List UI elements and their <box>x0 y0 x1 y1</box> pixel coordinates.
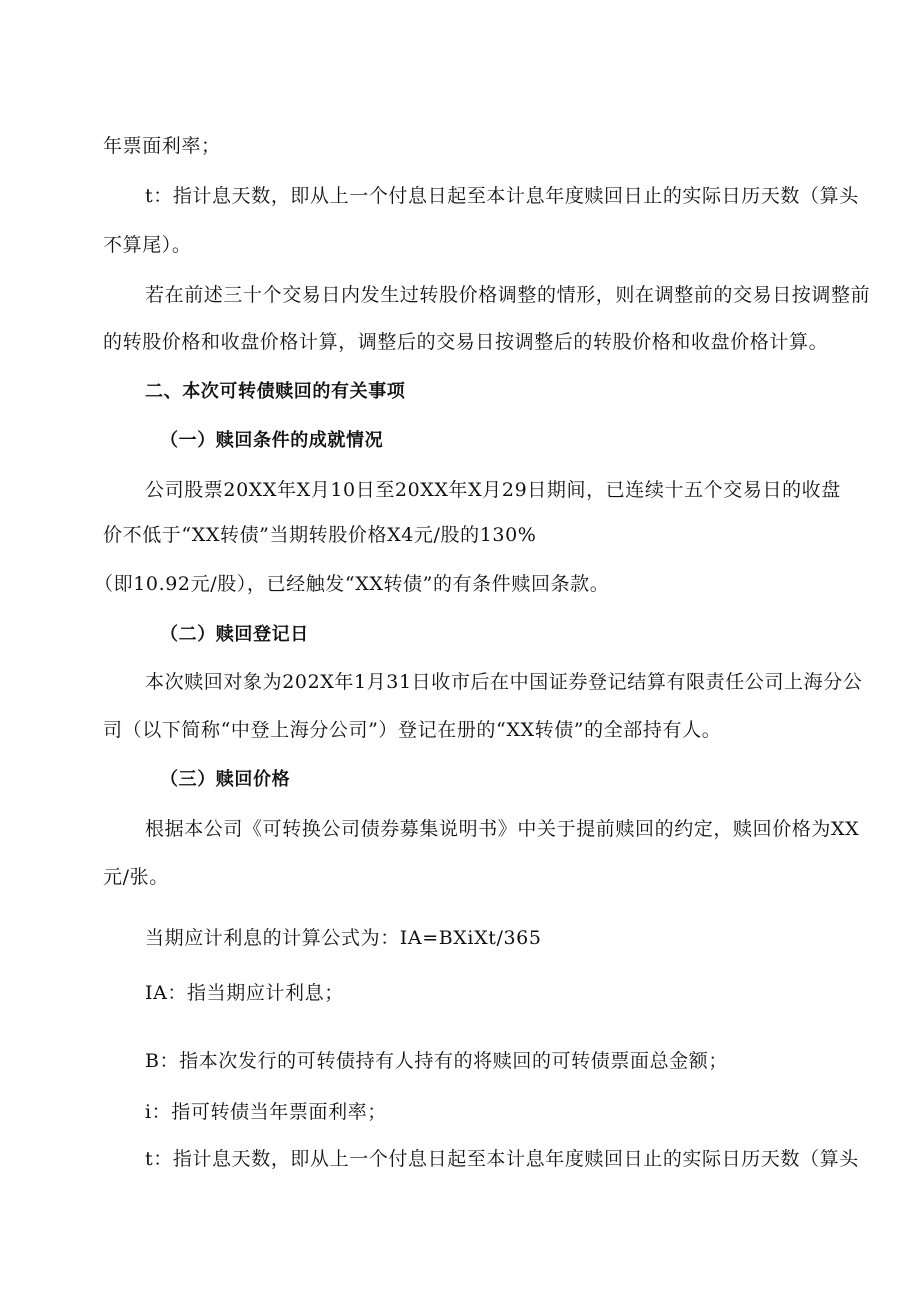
formula-line: 当期应计利息的计算公式为：IA=BXiXt/365 <box>145 927 542 949</box>
paragraph-line: 价不低于“XX转债”当期转股价格X4元/股的130% <box>103 524 537 546</box>
paragraph-line: 公司股票20XX年X月10日至20XX年X月29日期间，已连续十五个交易日的收盘 <box>145 479 841 501</box>
section-heading: 二、本次可转债赎回的有关事项 <box>145 381 406 402</box>
paragraph-line: t：指计息天数，即从上一个付息日起至本计息年度赎回日止的实际日历天数（算头 <box>145 185 859 207</box>
paragraph-line: 不算尾）。 <box>103 234 192 256</box>
paragraph-line: 本次赎回对象为202X年1月31日收市后在中国证券登记结算有限责任公司上海分公 <box>145 671 863 693</box>
subsection-heading: （三）赎回价格 <box>160 769 291 790</box>
paragraph-line: 根据本公司《可转换公司债券募集说明书》中关于提前赎回的约定，赎回价格为XX <box>145 818 860 840</box>
definition-line: i：指可转债当年票面利率； <box>145 1101 387 1123</box>
subsection-heading: （二）赎回登记日 <box>160 624 309 645</box>
paragraph-line: 若在前述三十个交易日内发生过转股价格调整的情形，则在调整前的交易日按调整前 <box>145 284 871 306</box>
paragraph-line: （即10.92元/股），已经触发“XX转债”的有条件赎回条款。 <box>94 573 610 595</box>
definition-line: IA：指当期应计利息； <box>145 982 344 1004</box>
subsection-heading: （一）赎回条件的成就情况 <box>160 430 384 451</box>
paragraph-line: 司（以下简称“中登上海分公司”）登记在册的“XX转债”的全部持有人。 <box>103 719 722 741</box>
paragraph-line: 的转股价格和收盘价格计算，调整后的交易日按调整后的转股价格和收盘价格计算。 <box>103 331 829 353</box>
definition-line: B：指本次发行的可转债持有人持有的将赎回的可转债票面总金额； <box>145 1050 728 1072</box>
paragraph-line: 元/张。 <box>103 866 169 888</box>
paragraph-line: 年票面利率； <box>103 135 221 157</box>
definition-line: t：指计息天数，即从上一个付息日起至本计息年度赎回日止的实际日历天数（算头 <box>145 1148 859 1170</box>
